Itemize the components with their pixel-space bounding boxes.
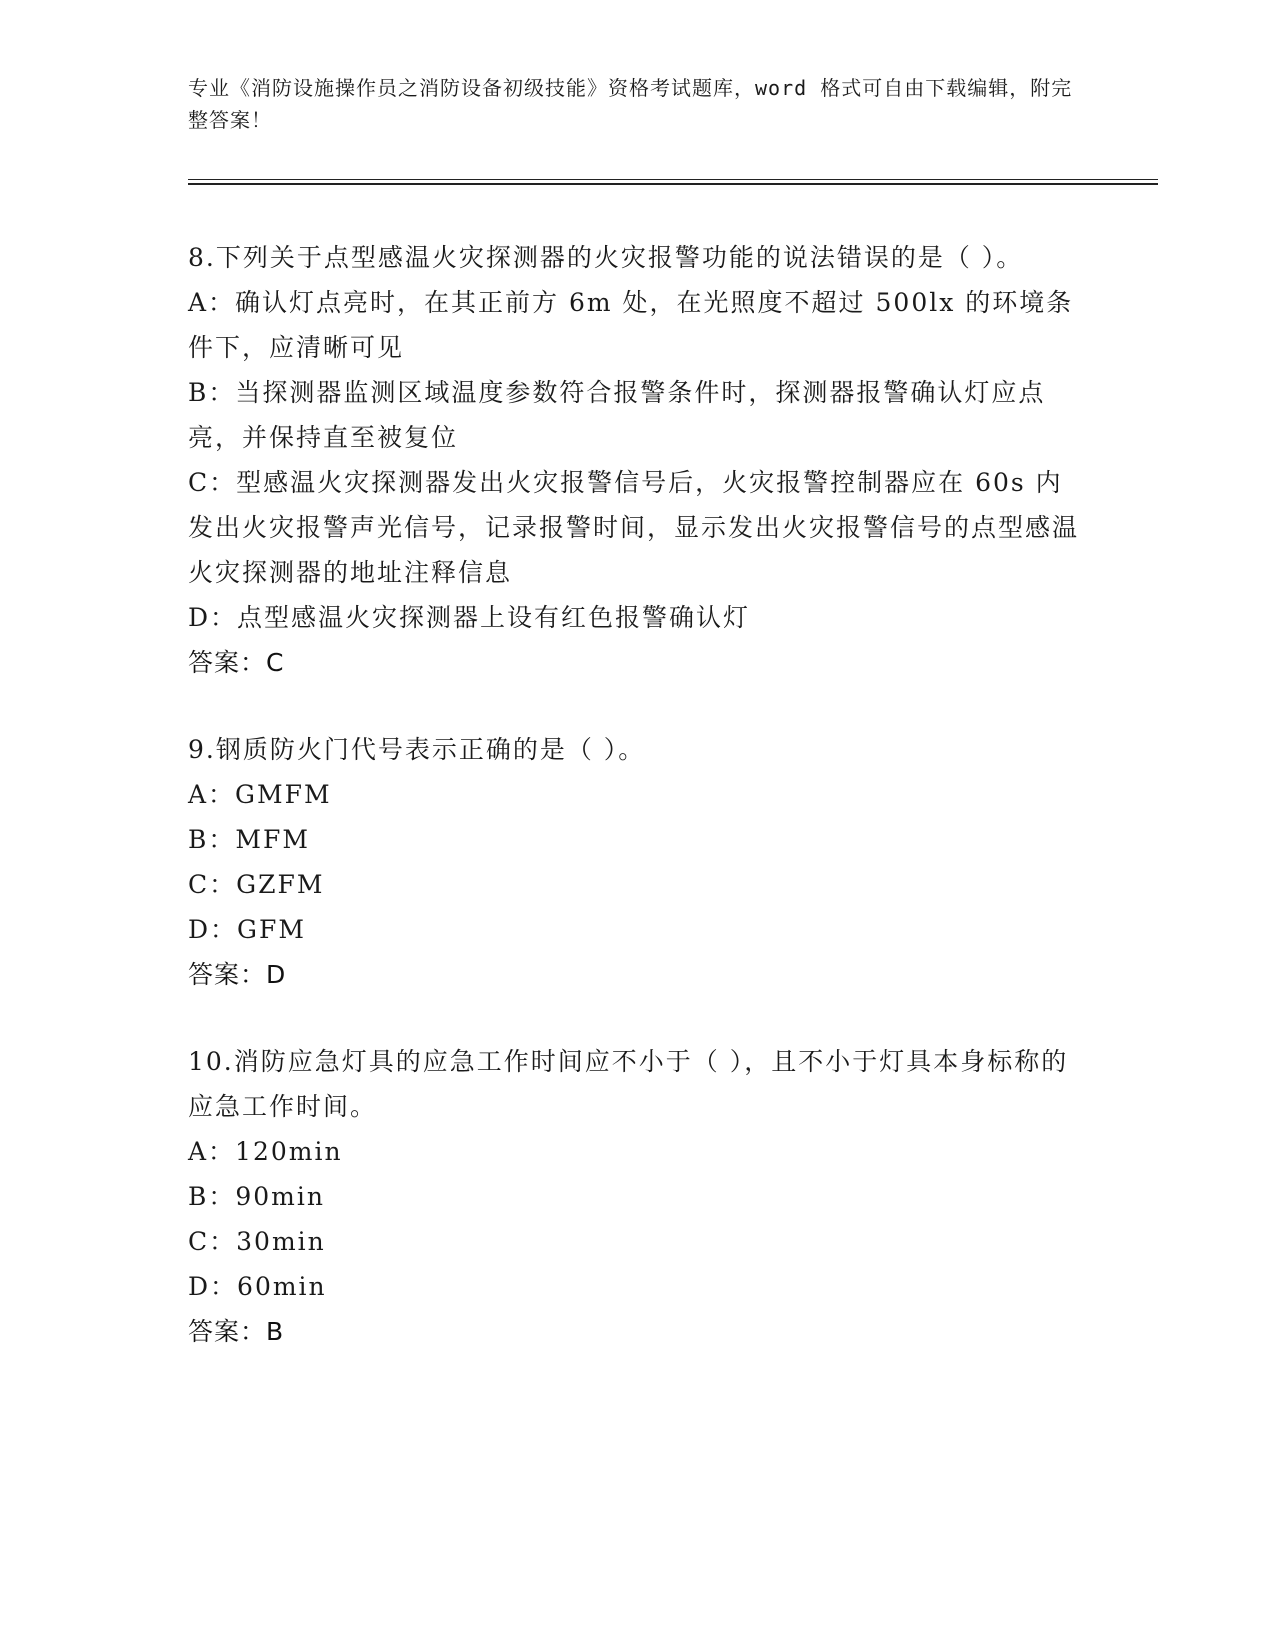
header-divider-thick	[188, 183, 1158, 185]
question-stem: 8.下列关于点型感温火灾探测器的火灾报警功能的说法错误的是（ ）。	[188, 243, 1024, 272]
answer-label: 答案：C	[188, 648, 285, 677]
option-d: D：点型感温火灾探测器上设有红色报警确认灯	[188, 603, 751, 632]
question-stem: 10.消防应急灯具的应急工作时间应不小于（ ），且不小于灯具本身标称的应急工作时间。	[188, 1047, 1069, 1121]
option-a: A：120min	[188, 1137, 343, 1166]
question-10	[188, 1039, 1088, 1354]
option-c: C：型感温火灾探测器发出火灾报警信号后，火灾报警控制器应在 60s 内发出火灾报警声光信号，记录报警时间，显示发出火灾报警信号的点型感温火灾探测器的地址注释信息	[188, 468, 1080, 587]
option-d: D：60min	[188, 1272, 327, 1301]
option-c: C：GZFM	[188, 870, 325, 899]
answer-label: 答案：D	[188, 960, 287, 989]
question-stem: 9.钢质防火门代号表示正确的是（ ）。	[188, 735, 646, 764]
option-d: D：GFM	[188, 915, 306, 944]
option-c: C：30min	[188, 1227, 326, 1256]
option-a: A：确认灯点亮时，在其正前方 6m 处，在光照度不超过 500lx 的环境条件下，应清晰可见	[188, 288, 1074, 362]
option-b: B：MFM	[188, 825, 310, 854]
option-b: B：当探测器监测区域温度参数符合报警条件时，探测器报警确认灯应点亮，并保持直至被复位	[188, 378, 1046, 452]
option-a: A：GMFM	[188, 780, 332, 809]
header-divider-thin	[188, 179, 1158, 180]
answer-label: 答案：B	[188, 1317, 285, 1346]
document-intro: 专业《消防设施操作员之消防设备初级技能》资格考试题库，word 格式可自由下载编辑，附完整答案！	[188, 76, 1073, 132]
question-8	[188, 235, 1088, 685]
question-list	[188, 235, 1088, 1396]
option-b: B：90min	[188, 1182, 325, 1211]
question-9	[188, 727, 1088, 997]
